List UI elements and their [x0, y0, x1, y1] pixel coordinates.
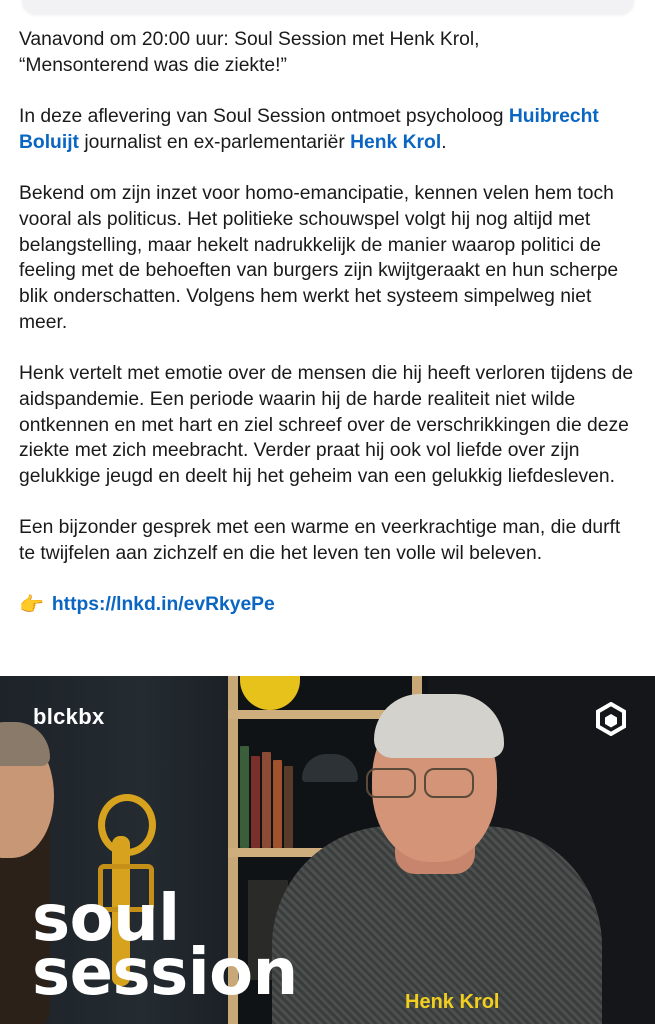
post-paragraph-3: Bekend om zijn inzet voor homo-emancipatie, kennen velen hem toch vooral als politicus. Het politieke schouwspel volgt hij nog altijd met belangstelling, maar hekelt nadrukkelijk de manier waarop politici de feeling met de behoeften van burgers zijn kwijtgeraakt en hun scherpe blik onderschatten. Volgens hem werkt het systeem simpelweg niet meer.: [19, 183, 619, 333]
post-link-row: [19, 592, 639, 618]
mention-huibrecht-boluijt[interactable]: Huibrecht Boluijt: [19, 106, 599, 153]
mention-henk-krol[interactable]: Henk Krol: [350, 131, 442, 153]
guest-name-caption: Henk Krol: [405, 991, 500, 1013]
brand-wordmark: blckbx: [33, 704, 105, 729]
show-title-line1: soul: [32, 882, 180, 956]
post-intro-line2: “Mensonterend was die ziekte!”: [19, 54, 287, 76]
p2-text-middle: journalist en ex-parlementariër: [78, 131, 351, 153]
post-paragraph-2: [19, 104, 639, 155]
blckbx-hexagon-icon: [594, 702, 628, 736]
p2-text-before: In deze aflevering van Soul Session ontmoet psycholoog: [19, 106, 509, 128]
book: [240, 746, 249, 848]
pointing-hand-icon: 👉: [19, 594, 44, 617]
book: [284, 766, 293, 848]
post-text: [19, 27, 639, 618]
guest-glasses: [366, 768, 486, 796]
post-link[interactable]: https://lnkd.in/evRkyePe: [51, 594, 275, 616]
show-title-line2: session: [32, 936, 298, 1010]
guest-hair: [374, 694, 504, 758]
book: [262, 752, 271, 848]
book: [251, 756, 260, 848]
post-intro: [19, 27, 639, 78]
post-paragraph-5: Een bijzonder gesprek met een warme en veerkrachtige man, die durft te twijfelen aan zichzelf en die het leven ten volle wil beleven.: [19, 517, 621, 564]
post-paragraph-4: Henk vertelt met emotie over de mensen die hij heeft verloren tijdens de aidspandemie. Een periode waarin hij de harde realiteit niet wilde ontkennen en met hart en ziel schreef over de verschrikkingen die deze ziekte met zich meebracht. Verder praat hij ook vol liefde over zijn gelukkige jeugd en deelt hij het geheim van een gelukkig liefdesleven.: [19, 363, 634, 487]
post-intro-line1: Vanavond om 20:00 uur: Soul Session met Henk Krol,: [19, 29, 480, 50]
book: [273, 760, 282, 848]
top-card-edge: [22, 0, 634, 14]
show-title: [32, 882, 298, 1010]
p2-text-after: .: [441, 131, 447, 153]
video-thumbnail[interactable]: [0, 676, 655, 1024]
